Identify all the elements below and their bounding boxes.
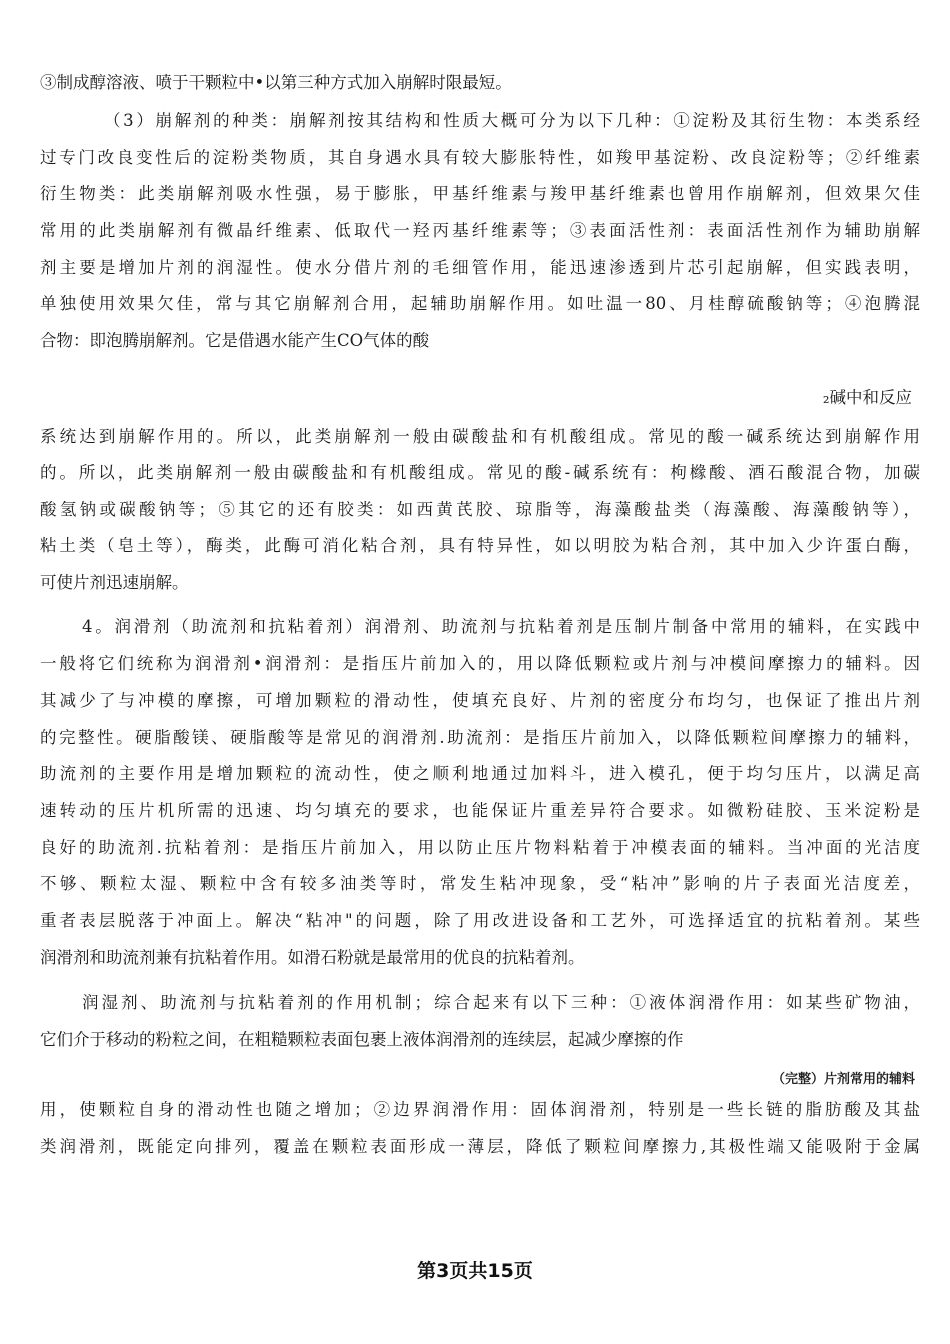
text-line: 润湿剂、助流剂与抗粘着剂的作用机制；综合起来有以下三种：①液体润滑作用：如某些矿物油， bbox=[82, 993, 920, 1012]
text-line: 助流剂的主要作用是增加颗粒的流动性，使之顺利地通过加料斗，进入模孔，便于均匀压片，以满足高 bbox=[40, 764, 920, 783]
text-line: 重者表层脱落于冲面上。解决“粘冲"的问题，除了用改进设备和工艺外，可选择适宜的抗粘着剂。某些 bbox=[40, 911, 920, 930]
text-line: 不够、颗粒太湿、颗粒中含有较多油类等时，常发生粘冲现象，受“粘冲”影响的片子表面光洁度差， bbox=[40, 874, 920, 893]
text-line: 常用的此类崩解剂有微晶纤维素、低取代一羟丙基纤维素等；③表面活性剂：表面活性剂作为辅助崩解 bbox=[40, 221, 920, 240]
text-line: 剂主要是增加片剂的润湿性。使水分借片剂的毛细管作用，能迅速渗透到片芯引起崩解，但实践表明， bbox=[40, 258, 920, 277]
page-number-footer: 第3页共15页 bbox=[417, 1260, 533, 1282]
text-line: 单独使用效果欠佳，常与其它崩解剂合用，起辅助崩解作用。如吐温一80、月桂醇硫酸钠等；④泡腾混 bbox=[40, 294, 920, 313]
text-line: 一般将它们统称为润滑剂•润滑剂：是指压片前加入的，用以降低颗粒或片剂与冲模间摩擦力的辅料。因 bbox=[40, 654, 920, 673]
text-line: 的完整性。硬脂酸镁、硬脂酸等是常见的润滑剂.助流剂：是指压片前加入，以降低颗粒间摩擦力的辅料， bbox=[40, 728, 920, 747]
text-line: 其减少了与冲模的摩擦，可增加颗粒的滑动性，使填充良好、片剂的密度分布均匀，也保证了推出片剂 bbox=[40, 691, 920, 710]
text-line: 衍生物类：此类崩解剂吸水性强，易于膨胀，甲基纤维素与羧甲基纤维素也曾用作崩解剂，但效果欠佳 bbox=[40, 184, 920, 203]
text-line: （3）崩解剂的种类：崩解剂按其结构和性质大概可分为以下几种：①淀粉及其衍生物：本类系经 bbox=[104, 111, 920, 130]
text-line: 速转动的压片机所需的迅速、均匀填充的要求，也能保证片重差异符合要求。如微粉硅胶、玉米淀粉是 bbox=[40, 801, 920, 820]
text-line: 润滑剂和助流剂兼有抗粘着作用。如滑石粉就是最常用的优良的抗粘着剂。 bbox=[40, 948, 585, 967]
text-line: ₂碱中和反应 bbox=[822, 388, 912, 407]
text-line: 粘土类（皂土等），酶类，此酶可消化粘合剂，具有特异性，如以明胶为粘合剂，其中加入少许蛋白酶， bbox=[40, 536, 920, 555]
text-line: 可使片剂迅速崩解。 bbox=[40, 573, 189, 592]
text-line: 的。所以，此类崩解剂一般由碳酸盐和有机酸组成。常见的酸-碱系统有：枸橼酸、酒石酸混合物，加碳 bbox=[40, 463, 920, 482]
text-line: 用，使颗粒自身的滑动性也随之增加；②边界润滑作用：固体润滑剂，特别是一些长链的脂肪酸及其盐 bbox=[40, 1100, 920, 1119]
running-header: （完整）片剂常用的辅料 bbox=[771, 1072, 915, 1087]
text-line: ③制成醇溶液、喷于干颗粒中•以第三种方式加入崩解时限最短。 bbox=[40, 73, 512, 92]
text-line: 合物：即泡腾崩解剂。它是借遇水能产生CO气体的酸 bbox=[40, 331, 430, 350]
text-line: 它们介于移动的粉粒之间，在粗糙颗粒表面包裹上液体润滑剂的连续层，起减少摩擦的作 bbox=[40, 1030, 684, 1049]
text-line: 酸氢钠或碳酸钠等；⑤其它的还有胶类：如西黄芪胶、琼脂等，海藻酸盐类（海藻酸、海藻酸钠等）， bbox=[40, 500, 920, 519]
text-line: 4。润滑剂（助流剂和抗粘着剂）润滑剂、助流剂与抗粘着剂是压制片制备中常用的辅料，在实践中 bbox=[82, 617, 920, 636]
text-line: 过专门改良变性后的淀粉类物质，其自身遇水具有较大膨胀特性，如羧甲基淀粉、改良淀粉等；②纤维素 bbox=[40, 148, 920, 167]
text-line: 良好的助流剂.抗粘着剂：是指压片前加入，用以防止压片物料粘着于冲模表面的辅料。当冲面的光洁度 bbox=[40, 838, 920, 857]
text-line: 系统达到崩解作用的。所以，此类崩解剂一般由碳酸盐和有机酸组成。常见的酸一碱系统达到崩解作用 bbox=[40, 427, 920, 446]
text-line: 类润滑剂，既能定向排列，覆盖在颗粒表面形成一薄层，降低了颗粒间摩擦力,其极性端又能吸附于金属 bbox=[40, 1137, 920, 1156]
